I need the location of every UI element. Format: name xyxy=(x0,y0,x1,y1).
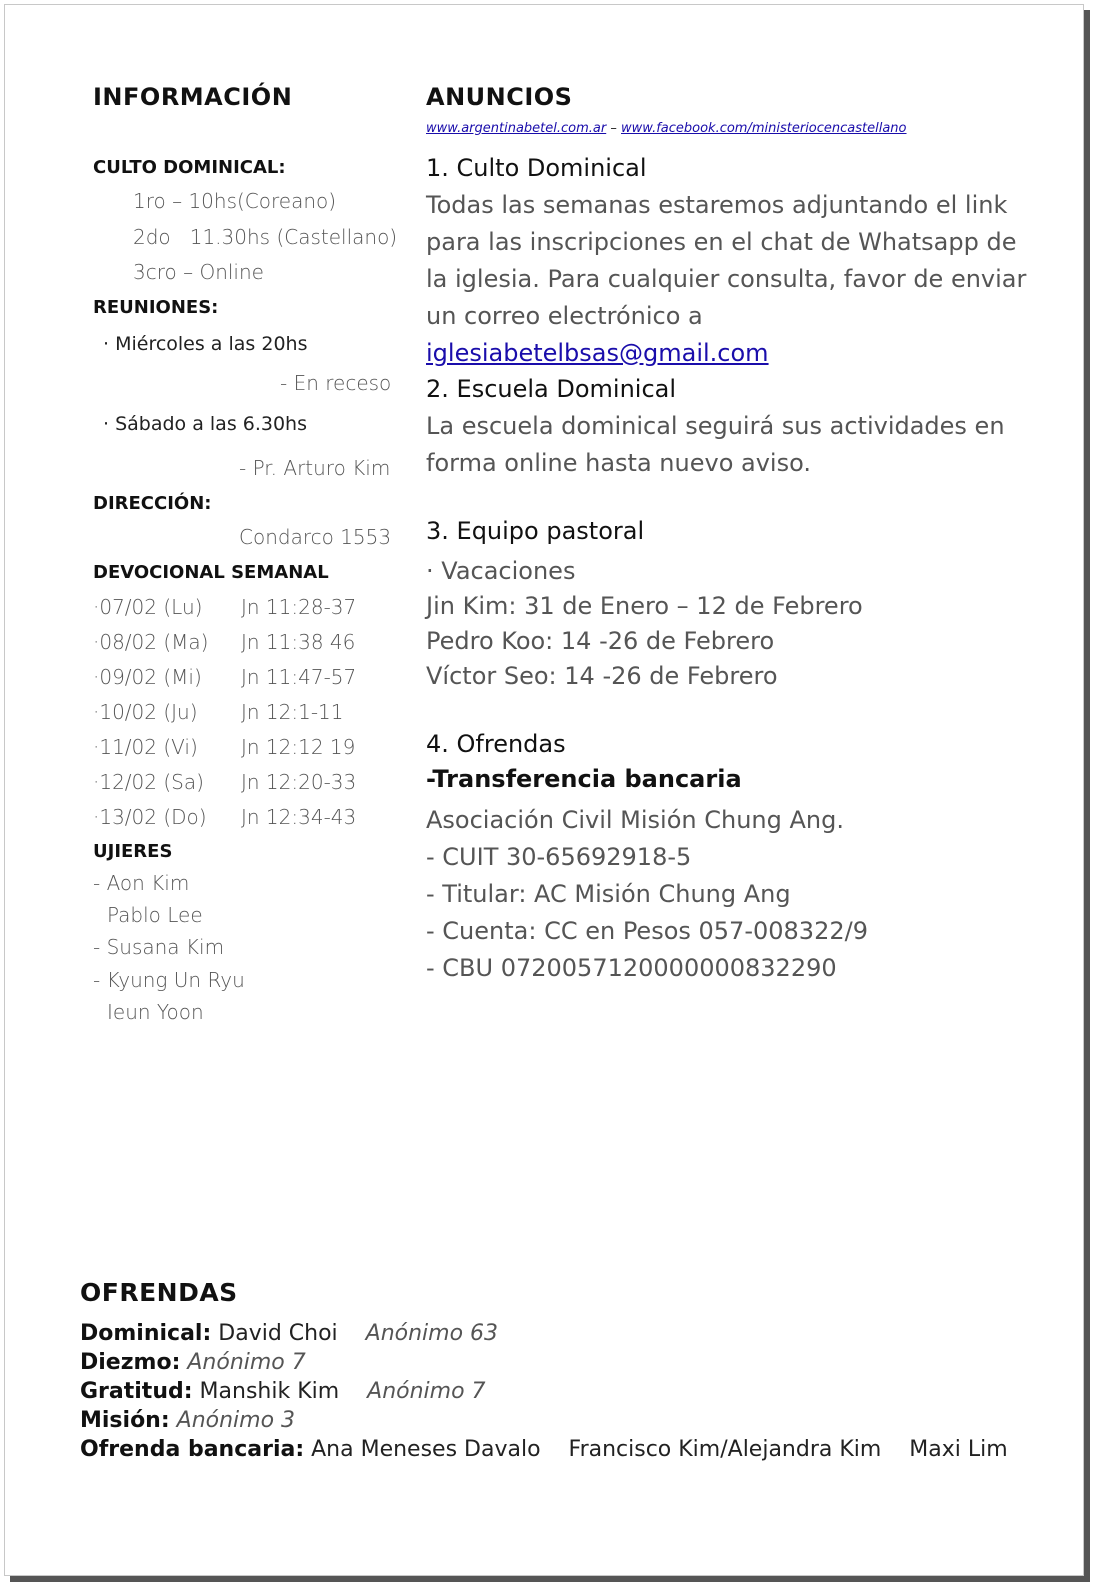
devocional-ref: Jn 11:47-57 xyxy=(241,665,357,689)
ofrenda-anon: Anónimo 63 xyxy=(337,1321,499,1346)
bulletin-page xyxy=(4,4,1084,1576)
anuncio-title: 2. Escuela Dominical xyxy=(426,375,677,403)
devocional-ref: Jn 12:20-33 xyxy=(241,770,357,794)
reuniones-label: REUNIONES: xyxy=(93,297,219,318)
culto-line: 2do 11.30hs (Castellano) xyxy=(133,225,398,249)
culto-line: 3cro – Online xyxy=(133,260,264,284)
devocional-date: ·12/02 (Sa) xyxy=(93,770,204,794)
anuncio-title: 1. Culto Dominical xyxy=(426,154,647,182)
info-title: INFORMACIÓN xyxy=(93,83,293,111)
ofrenda-row xyxy=(80,1350,306,1375)
ofrenda-row xyxy=(80,1437,1008,1462)
devocional-date: ·13/02 (Do) xyxy=(93,805,207,829)
website-link[interactable]: www.argentinabetel.com.ar xyxy=(426,121,607,136)
devocional-date: ·07/02 (Lu) xyxy=(93,595,203,619)
reunion-note: - Pr. Arturo Kim xyxy=(239,456,391,480)
reunion-note: - En receso xyxy=(280,371,392,395)
anuncio-body: Todas las semanas estaremos adjuntando el link para las inscripciones en el chat de Whatsapp de la iglesia. Para cualquier consulta, favor de enviar un correo electrónico a xyxy=(426,191,1027,330)
ofrenda-names: David Choi xyxy=(211,1321,338,1346)
ofrenda-label: Dominical: xyxy=(80,1321,212,1346)
anuncio-body: La escuela dominical seguirá sus actividades en forma online hasta nuevo aviso. xyxy=(426,412,1005,477)
reunion-item: · Miércoles a las 20hs xyxy=(103,333,308,355)
ofrenda-anon: Anónimo 7 xyxy=(339,1379,486,1404)
anuncio-title: 4. Ofrendas xyxy=(426,730,566,758)
pastoral-line: Pedro Koo: 14 -26 de Febrero xyxy=(426,627,775,655)
ujieres-label: UJIERES xyxy=(93,841,173,862)
bank-line: - Titular: AC Misión Chung Ang xyxy=(426,880,791,908)
anuncio-subtitle: -Transferencia bancaria xyxy=(426,765,742,793)
ofrenda-row xyxy=(80,1408,295,1433)
devocional-label: DEVOCIONAL SEMANAL xyxy=(93,562,329,583)
ujier-line: Pablo Lee xyxy=(107,903,203,927)
ofrenda-anon: Anónimo 3 xyxy=(169,1408,296,1433)
ofrenda-names: Ana Meneses Davalo Francisco Kim/Alejandra Kim Maxi Lim xyxy=(304,1437,1008,1462)
direccion-value: Condarco 1553 xyxy=(239,525,392,549)
ujier-line: - Susana Kim xyxy=(93,935,225,959)
devocional-date: ·11/02 (Vi) xyxy=(93,735,198,759)
ujier-line: - Kyung Un Ryu xyxy=(93,968,245,992)
devocional-ref: Jn 12:34-43 xyxy=(241,805,357,829)
devocional-ref: Jn 12:12 19 xyxy=(241,735,356,759)
ofrenda-label: Ofrenda bancaria: xyxy=(80,1437,305,1462)
devocional-date: ·09/02 (Mi) xyxy=(93,665,202,689)
pastoral-line: · Vacaciones xyxy=(426,557,576,585)
culto-label: CULTO DOMINICAL: xyxy=(93,157,286,178)
reunion-item: · Sábado a las 6.30hs xyxy=(103,413,307,435)
bank-line: - CBU 0720057120000000832290 xyxy=(426,954,837,982)
ofrenda-label: Gratitud: xyxy=(80,1379,193,1404)
ofrenda-row xyxy=(80,1379,486,1404)
link-separator: – xyxy=(610,121,617,136)
bank-line: - CUIT 30-65692918-5 xyxy=(426,843,692,871)
devocional-ref: Jn 11:28-37 xyxy=(241,595,357,619)
ujier-line: Ieun Yoon xyxy=(107,1000,204,1024)
pastoral-line: Jin Kim: 31 de Enero – 12 de Febrero xyxy=(426,592,863,620)
facebook-link[interactable]: www.facebook.com/ministeriocencastellano xyxy=(621,121,907,136)
ofrenda-row xyxy=(80,1321,498,1346)
direccion-label: DIRECCIÓN: xyxy=(93,493,212,514)
bank-line: - Cuenta: CC en Pesos 057-008322/9 xyxy=(426,917,868,945)
culto-line: 1ro – 10hs(Coreano) xyxy=(133,189,337,213)
ofrenda-names: Manshik Kim xyxy=(192,1379,340,1404)
ofrenda-label: Misión: xyxy=(80,1408,170,1433)
pastoral-line: Víctor Seo: 14 -26 de Febrero xyxy=(426,662,778,690)
ofrenda-label: Diezmo: xyxy=(80,1350,181,1375)
devocional-date: ·08/02 (Ma) xyxy=(93,630,209,654)
devocional-ref: Jn 12:1-11 xyxy=(241,700,344,724)
anuncio-text xyxy=(426,187,1036,372)
email-link[interactable]: iglesiabetelbsas@gmail.com xyxy=(426,339,769,367)
ofrendas-title: OFRENDAS xyxy=(80,1278,238,1307)
anuncios-links xyxy=(426,121,907,136)
ujier-line: - Aon Kim xyxy=(93,871,190,895)
anuncio-title: 3. Equipo pastoral xyxy=(426,517,645,545)
bank-line: Asociación Civil Misión Chung Ang. xyxy=(426,806,844,834)
ofrenda-anon: Anónimo 7 xyxy=(180,1350,306,1375)
anuncios-title: ANUNCIOS xyxy=(426,83,573,111)
devocional-date: ·10/02 (Ju) xyxy=(93,700,198,724)
devocional-ref: Jn 11:38 46 xyxy=(241,630,356,654)
